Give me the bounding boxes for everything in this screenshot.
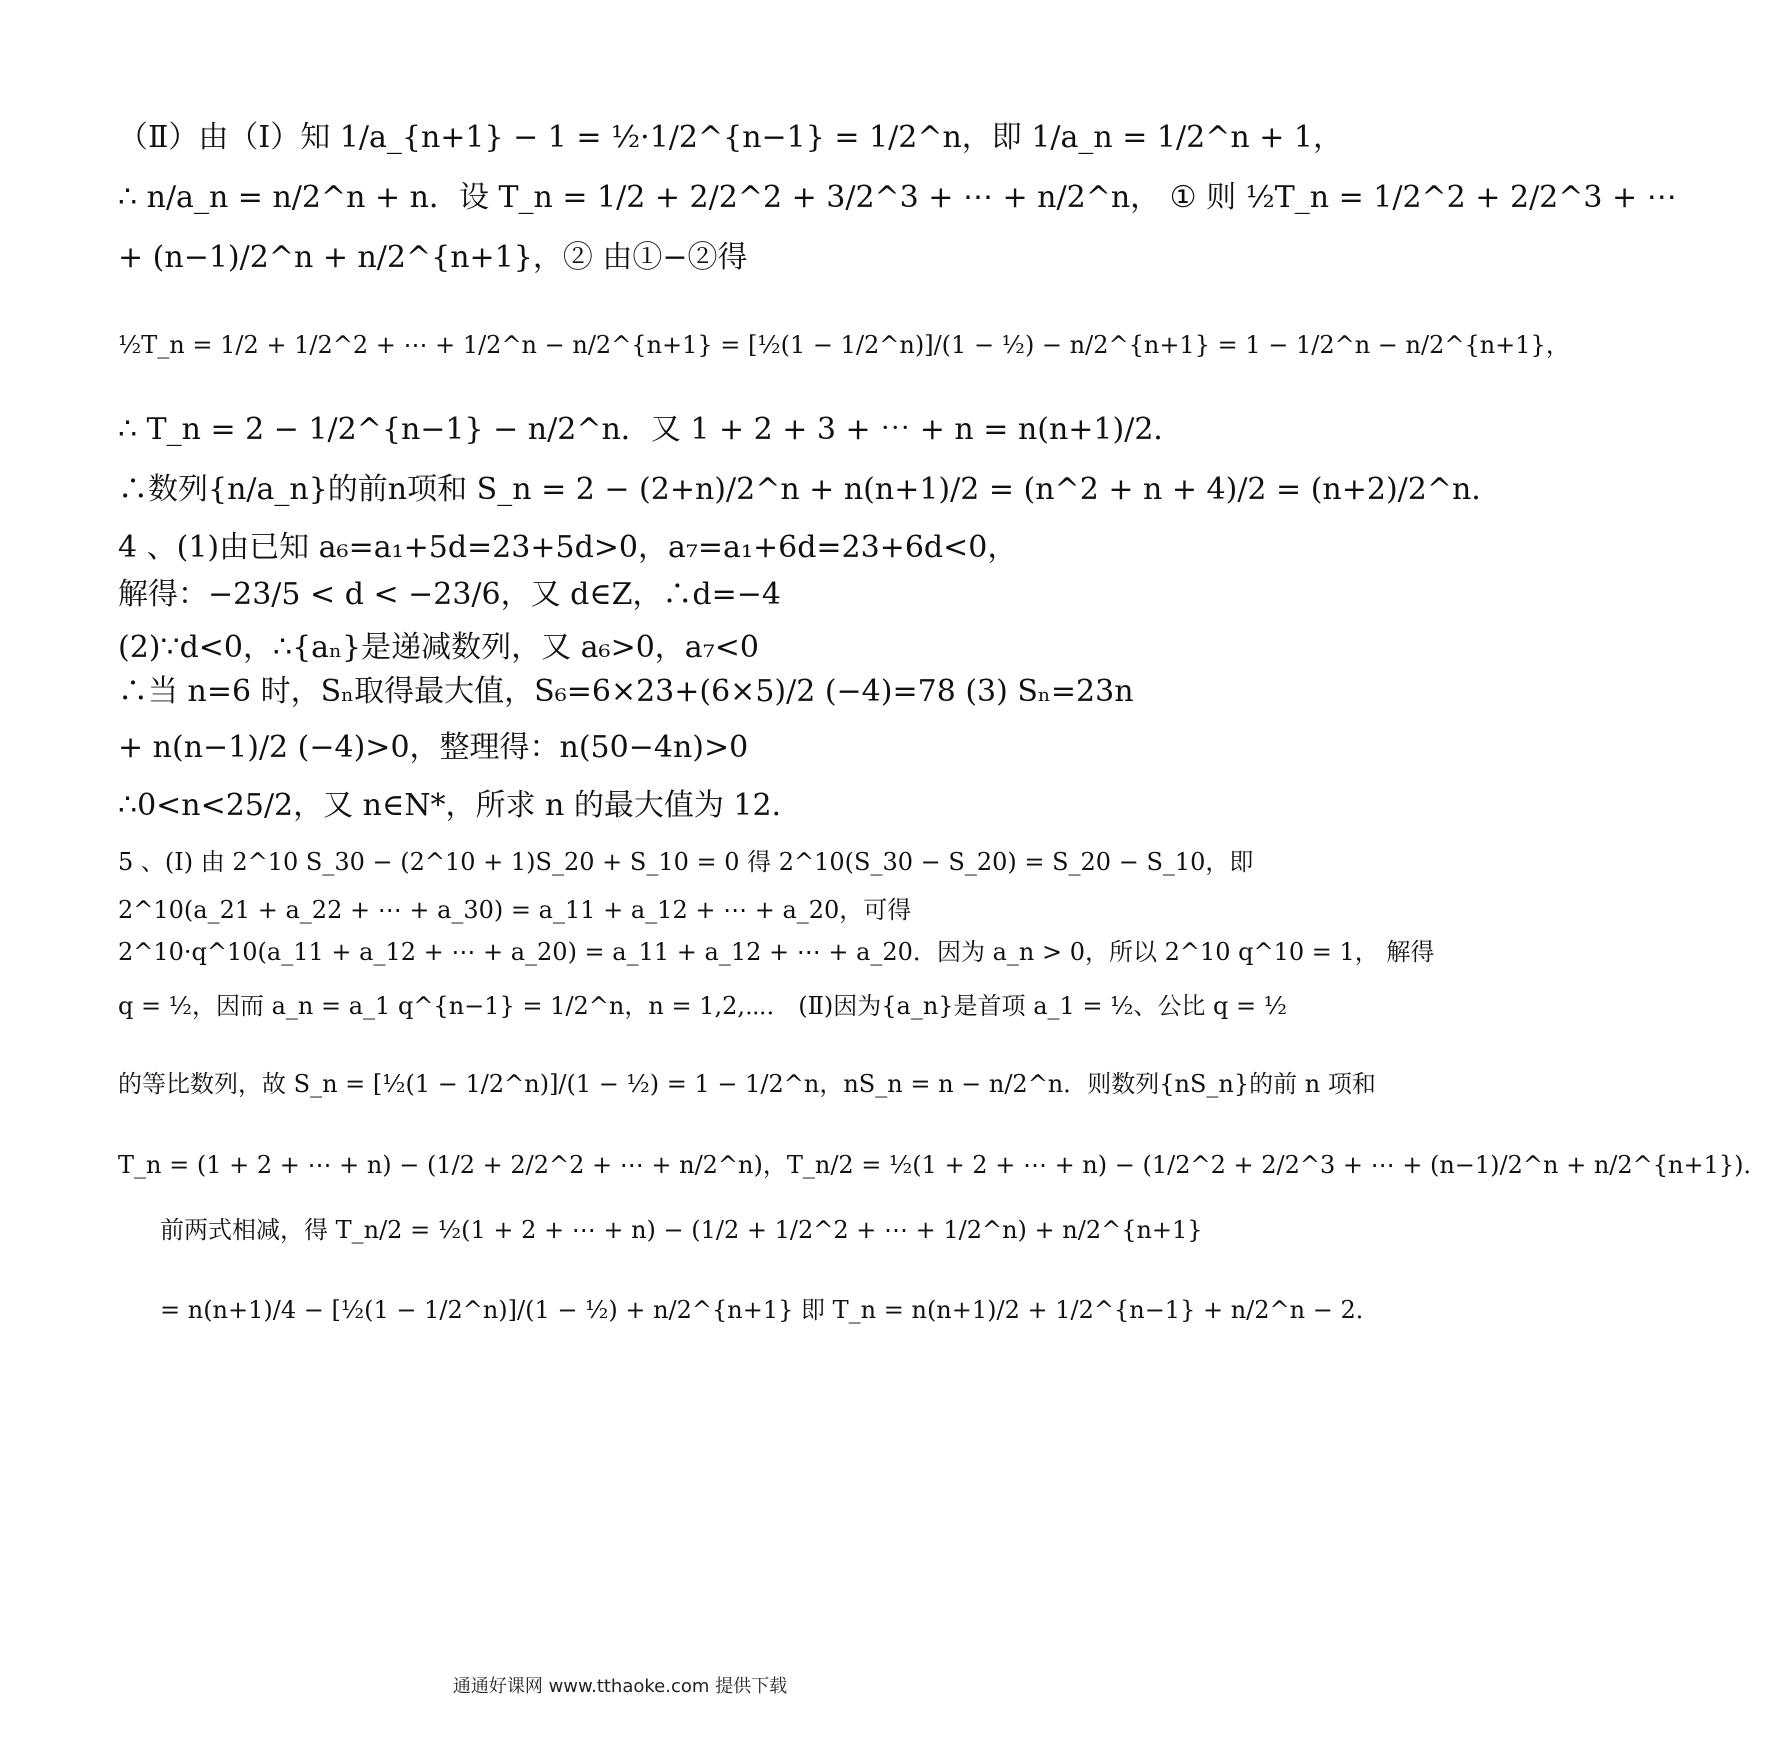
text-line-14: 2^10(a_21 + a_22 + ⋯ + a_30) = a_11 + a_12 + ⋯ + a_20，可得 bbox=[118, 896, 912, 924]
text-line-2: ∴ n/a_n = n/2^n + n．设 T_n = 1/2 + 2/2^2 + 3/2^3 + ⋯ + n/2^n， ① 则 ½T_n = 1/2^2 + 2/2^3 + ⋯ bbox=[118, 180, 1677, 215]
text-line-16: q = ½，因而 a_n = a_1 q^{n−1} = 1/2^n，n = 1,2,⋯． (Ⅱ)因为{a_n}是首项 a_1 = ½、公比 q = ½ bbox=[118, 992, 1288, 1020]
text-line-15: 2^10·q^10(a_11 + a_12 + ⋯ + a_20) = a_11 + a_12 + ⋯ + a_20．因为 a_n > 0，所以 2^10 q^10 = 1， 解得 bbox=[118, 938, 1435, 966]
text-line-17: 的等比数列，故 S_n = [½(1 − 1/2^n)]/(1 − ½) = 1 − 1/2^n，nS_n = n − n/2^n．则数列{nS_n}的前 n 项和 bbox=[118, 1070, 1376, 1098]
text-line-10: ∴当 n=6 时，Sₙ取得最大值，S₆=6×23+(6×5)/2 (−4)=78 (3) Sₙ=23n bbox=[118, 674, 1134, 709]
text-line-8: 解得：−23/5 < d < −23/6，又 d∈Z，∴d=−4 bbox=[118, 577, 781, 612]
text-line-18: T_n = (1 + 2 + ⋯ + n) − (1/2 + 2/2^2 + ⋯ + n/2^n)，T_n/2 = ½(1 + 2 + ⋯ + n) − (1/2^2 + 2/2^3 + ⋯ + (n−1)/2^n + n/2^{n+1})． bbox=[118, 1151, 1767, 1179]
text-line-19: 前两式相减，得 T_n/2 = ½(1 + 2 + ⋯ + n) − (1/2 + 1/2^2 + ⋯ + 1/2^n) + n/2^{n+1} bbox=[160, 1216, 1203, 1244]
text-line-20: = n(n+1)/4 − [½(1 − 1/2^n)]/(1 − ½) + n/2^{n+1} 即 T_n = n(n+1)/2 + 1/2^{n−1} + n/2^n − 2． bbox=[160, 1296, 1380, 1324]
text-line-11: + n(n−1)/2 (−4)>0，整理得：n(50−4n)>0 bbox=[118, 730, 749, 765]
text-line-4: ½T_n = 1/2 + 1/2^2 + ⋯ + 1/2^n − n/2^{n+1} = [½(1 − 1/2^n)]/(1 − ½) − n/2^{n+1} = 1 − 1/2^n − n/2^{n+1}， bbox=[118, 331, 1570, 359]
text-line-1: （Ⅱ）由（Ⅰ）知 1/a_{n+1} − 1 = ½·1/2^{n−1} = 1/2^n，即 1/a_n = 1/2^n + 1， bbox=[118, 120, 1343, 155]
text-line-6: ∴数列{n/a_n}的前n项和 S_n = 2 − (2+n)/2^n + n(n+1)/2 = (n^2 + n + 4)/2 = (n+2)/2^n． bbox=[118, 472, 1502, 507]
text-line-5: ∴ T_n = 2 − 1/2^{n−1} − n/2^n．又 1 + 2 + 3 + ⋯ + n = n(n+1)/2． bbox=[118, 412, 1184, 447]
text-line-3: + (n−1)/2^n + n/2^{n+1}，② 由①−②得 bbox=[118, 240, 748, 275]
text-line-9: (2)∵d<0，∴{aₙ}是递减数列，又 a₆>0，a₇<0 bbox=[118, 630, 759, 665]
text-line-7: 4 、(1)由已知 a₆=a₁+5d=23+5d>0，a₇=a₁+6d=23+6d<0， bbox=[118, 530, 1018, 565]
footer-credit: 通通好课网 www.tthaoke.com 提供下载 bbox=[452, 1676, 788, 1697]
text-line-12: ∴0<n<25/2，又 n∈N*，所求 n 的最大值为 12. bbox=[118, 788, 782, 823]
text-line-13: 5 、(Ⅰ) 由 2^10 S_30 − (2^10 + 1)S_20 + S_10 = 0 得 2^10(S_30 − S_20) = S_20 − S_10，即 bbox=[118, 848, 1254, 876]
